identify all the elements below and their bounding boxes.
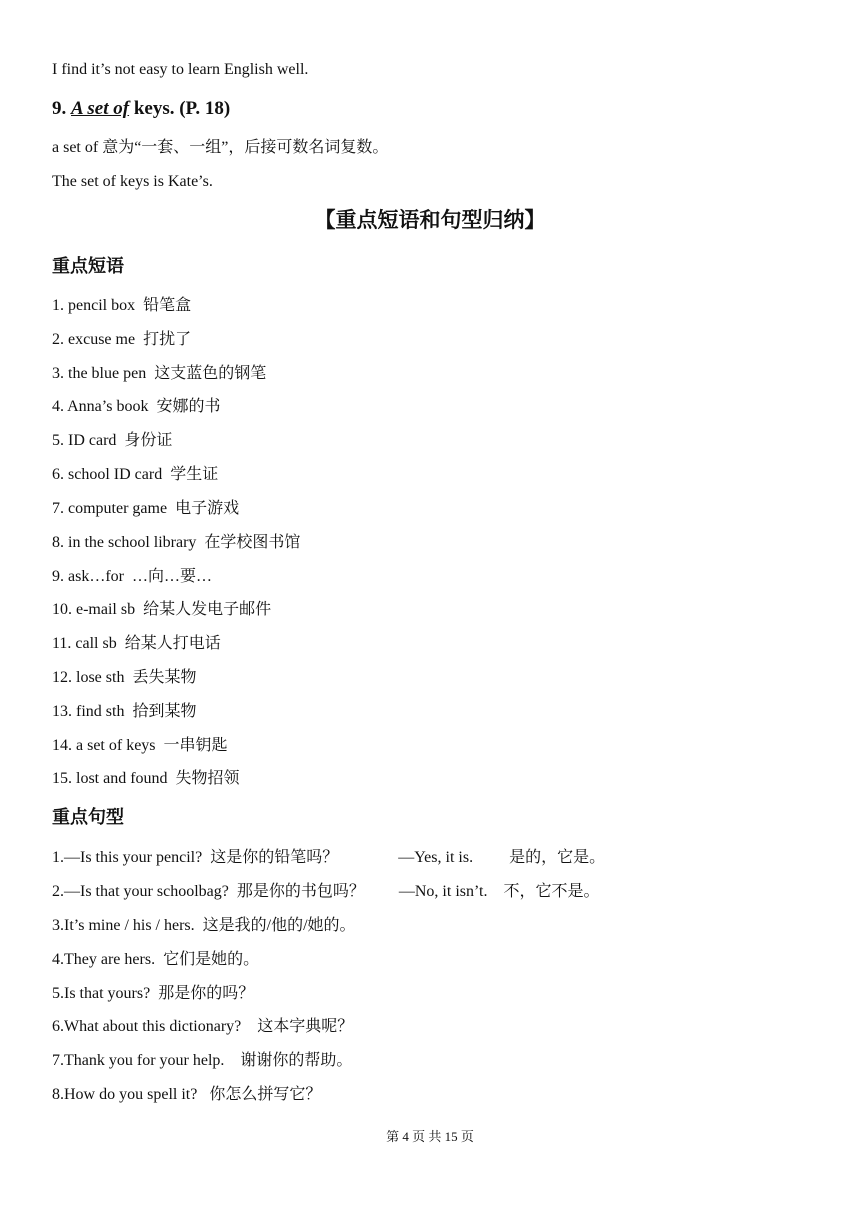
phrase-item: 3. the blue pen 这支蓝色的钢笔 <box>52 365 267 382</box>
sentence-line: 6.What about this dictionary? 这本字典呢？ <box>52 1018 354 1035</box>
phrase-item: 13. find sth 拾到某物 <box>52 703 197 720</box>
phrase-item: 12. lose sth 丢失某物 <box>52 669 197 686</box>
section-title: 【重点短语和句型归纳】 <box>314 208 546 232</box>
phrase-item: 5. ID card 身份证 <box>52 432 173 449</box>
phrase-item: 7. computer game 电子游戏 <box>52 500 240 517</box>
sentences-heading: 重点句型 <box>52 807 124 828</box>
phrase-item: 8. in the school library 在学校图书馆 <box>52 534 301 551</box>
phrase-item: 2. excuse me 打扰了 <box>52 331 192 348</box>
sentence-line: 1.—Is this your pencil? 这是你的铅笔吗？ —Yes, it is. 是的，它是。 <box>52 849 606 866</box>
item-heading <box>52 97 230 121</box>
sentence-line: 8.How do you spell it? 你怎么拼写它？ <box>52 1086 322 1103</box>
phrase-item: 9. ask…for …向…要… <box>52 568 212 585</box>
phrase-item: 4. Anna’s book 安娜的书 <box>52 398 221 415</box>
phrase-item: 1. pencil box 铅笔盒 <box>52 297 192 314</box>
key-phrase: A set of <box>71 98 130 119</box>
phrase-item: 6. school ID card 学生证 <box>52 466 219 483</box>
page-footer: 第 4 页 共 15 页 <box>386 1129 474 1144</box>
text-line: I find it’s not easy to learn English well. <box>52 61 309 78</box>
phrase-item: 11. call sb 给某人打电话 <box>52 635 221 652</box>
note-line: a set of 意为“一套、一组”，后接可数名词复数。 <box>52 139 389 156</box>
example-line: The set of keys is Kate’s. <box>52 173 213 190</box>
phrase-item: 15. lost and found 失物招领 <box>52 770 240 787</box>
sentence-line: 5.Is that yours? 那是你的吗？ <box>52 985 255 1002</box>
sentence-line: 7.Thank you for your help. 谢谢你的帮助。 <box>52 1052 353 1069</box>
item-number: 9. <box>52 98 67 119</box>
sentence-line: 2.—Is that your schoolbag? 那是你的书包吗？ —No, it isn’t. 不，它不是。 <box>52 883 600 900</box>
phrase-item: 14. a set of keys 一串钥匙 <box>52 737 228 754</box>
sentence-line: 4.They are hers. 它们是她的。 <box>52 951 260 968</box>
item-heading-rest: keys. (P. 18) <box>129 98 231 119</box>
phrases-heading: 重点短语 <box>52 256 124 277</box>
phrase-item: 10. e-mail sb 给某人发电子邮件 <box>52 601 272 618</box>
sentence-line: 3.It’s mine / his / hers. 这是我的/他的/她的。 <box>52 917 356 934</box>
